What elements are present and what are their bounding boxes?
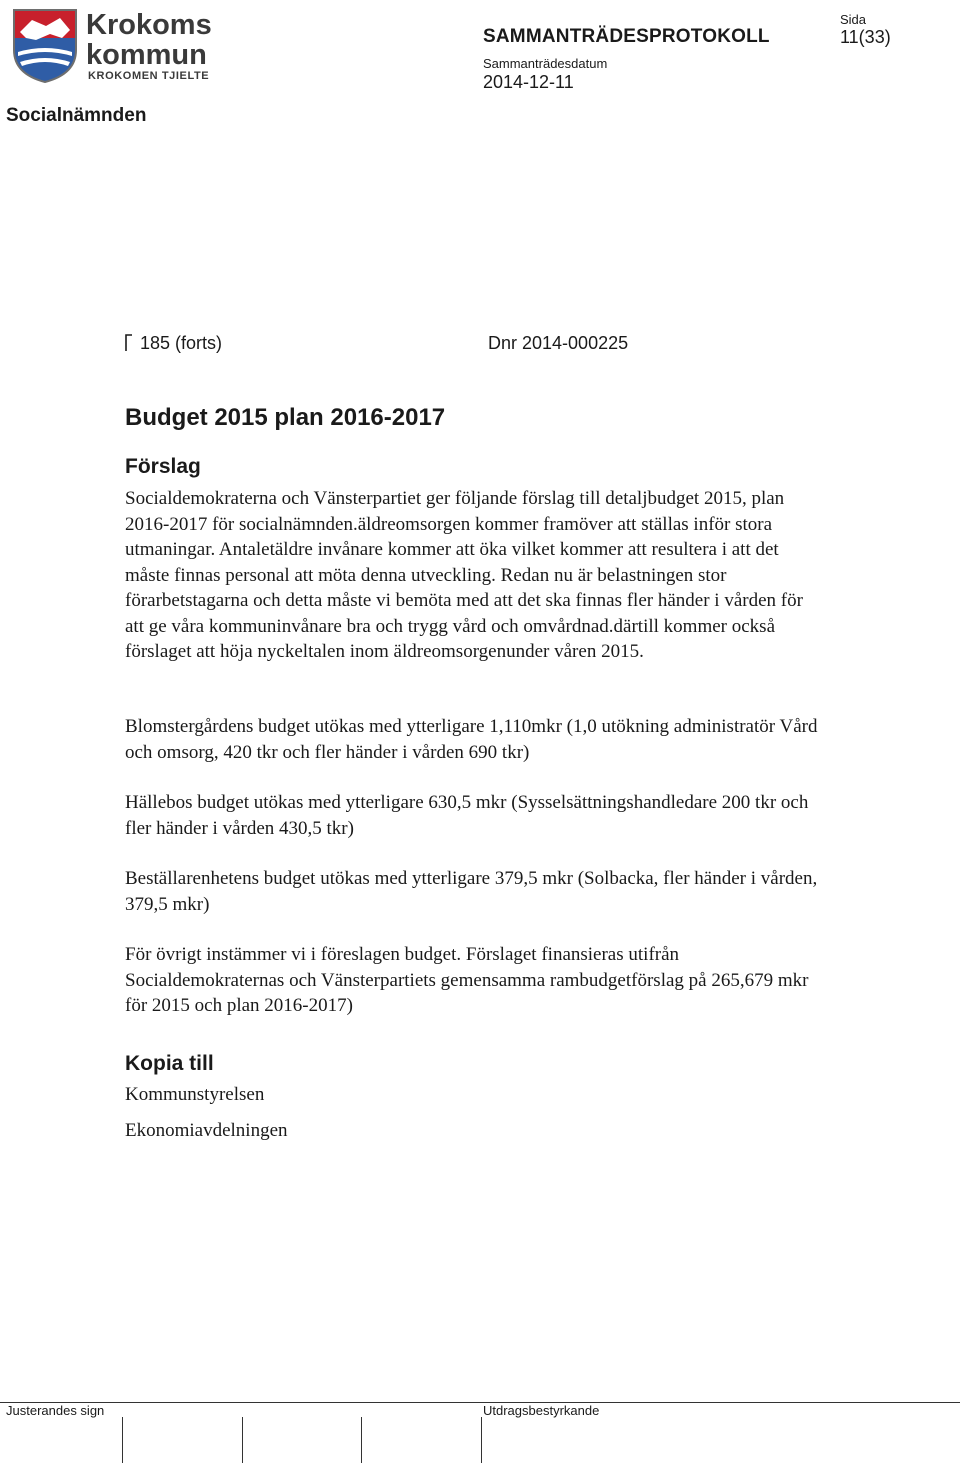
case-reference: 185 (forts) [140,333,223,353]
signature-box-divider [122,1417,123,1463]
proposal-paragraph: Socialdemokraterna och Vänsterpartiet ger följande förslag till detaljbudget 2015, plan 2016-2017 för socialnämnden.äldreomsorgen kommer framöver att ställas inför stora utmaningar. Antaletäldre invånare kommer att öka vilket kommer att resultera i att det måste finnas personal att möta denna utveckling. Redan nu är belastningen stor förarbetstagarna och detta måste vi bemöta med att det ska finnas fler händer i vården för att ge våra kommuninvånare bra och trygg vård och omvårdnad.därtill kommer också förslaget att höja nyckeltalen inom äldreomsorgenunder våren 2015. [125,488,803,662]
copy-recipient: Kommunstyrelsen [125,1084,265,1105]
meeting-date-label: Sammanträdesdatum [483,56,608,71]
paragraph-mark-icon [125,334,133,352]
signature-box-divider [481,1417,482,1463]
krokom-logo [6,4,226,84]
section-heading-kopia: Kopia till [125,1052,214,1075]
signature-label: Justerandes sign [6,1403,105,1418]
page-number: 11(33) [840,27,891,47]
item-title: Budget 2015 plan 2016-2017 [125,404,446,431]
svg-text:kommun: kommun [86,39,207,71]
document-title: SAMMANTRÄDESPROTOKOLL [483,26,770,47]
svg-text:KROKOMEN TJIELTE: KROKOMEN TJIELTE [88,70,210,82]
section-heading-forslag: Förslag [125,455,201,478]
footer-divider [0,1402,960,1403]
budget-paragraph-bestallarenheten: Beställarenhetens budget utökas med ytterligare 379,5 mkr (Solbacka, fler händer i vården, 379,5 mkr) [125,868,818,915]
organization-name: Socialnämnden [6,105,147,126]
diary-number: Dnr 2014-000225 [488,333,629,353]
signature-box-divider [361,1417,362,1463]
extract-certification-label: Utdragsbestyrkande [483,1403,600,1418]
budget-paragraph-blomstergarden: Blomstergårdens budget utökas med ytterligare 1,110mkr (1,0 utökning administratör Vård och omsorg, 420 tkr och fler händer i vården 690 tkr) [125,716,818,763]
signature-box-divider [242,1417,243,1463]
svg-text:Krokoms: Krokoms [86,9,212,41]
coat-of-arms-icon [14,10,76,82]
meeting-date: 2014-12-11 [483,72,574,92]
budget-paragraph-hallebo: Hällebos budget utökas med ytterligare 630,5 mkr (Sysselsättningshandledare 200 tkr och fler händer i vården 430,5 tkr) [125,792,809,839]
copy-recipient: Ekonomiavdelningen [125,1120,288,1141]
financing-paragraph: För övrigt instämmer vi i föreslagen budget. Förslaget finansieras utifrån Socialdemokraternas och Vänsterpartiets gemensamma rambudgetförslag på 265,679 mkr för 2015 och plan 2016-2017) [125,944,809,1016]
page-label: Sida [840,12,867,27]
